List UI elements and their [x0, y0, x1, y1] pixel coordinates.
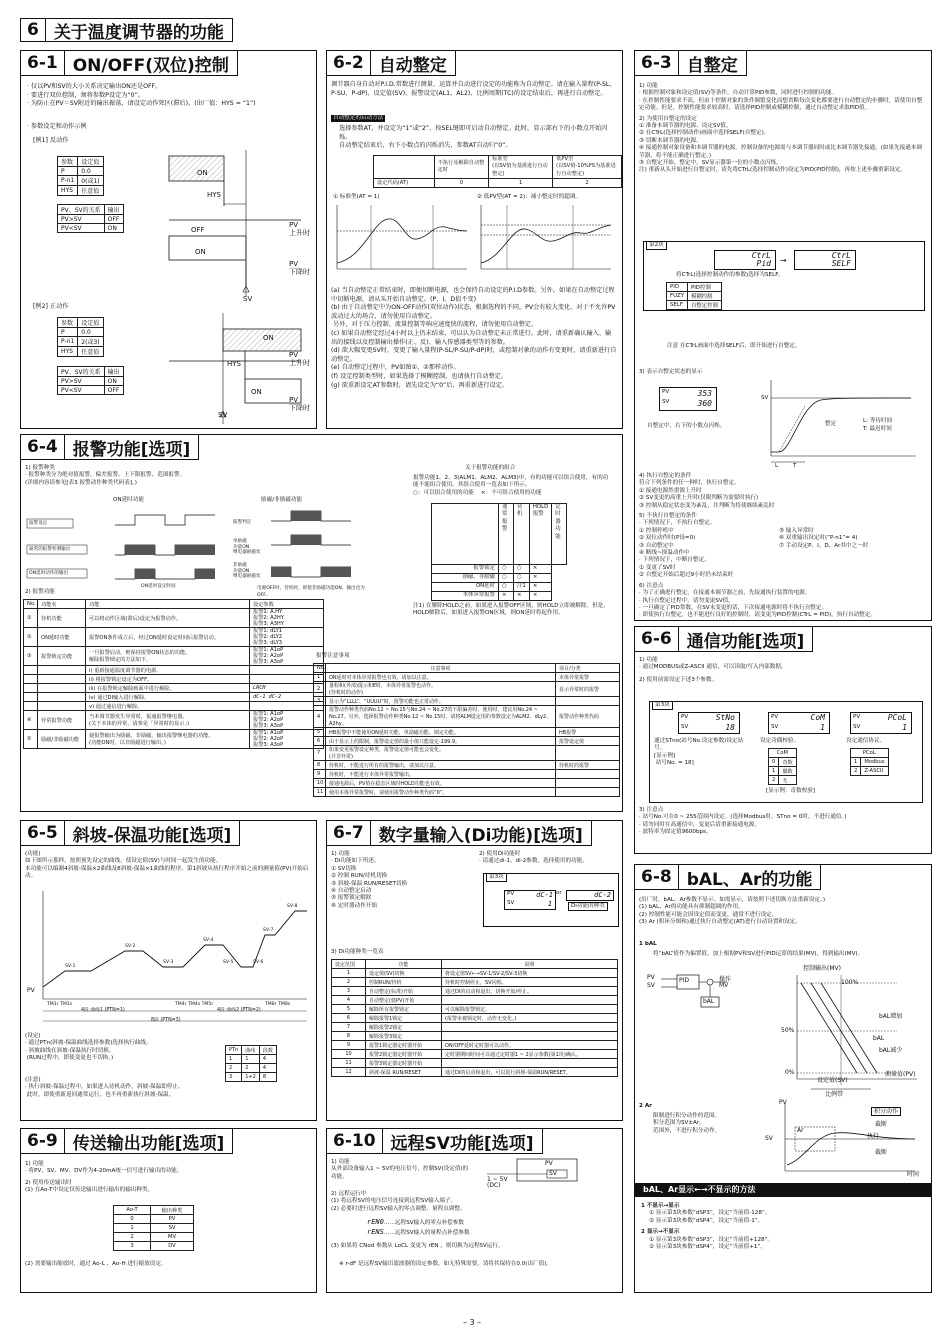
s64-on-delay-title: ON延时功能: [113, 497, 144, 503]
s68-graph-sv: 设定值(SV): [817, 1077, 848, 1084]
s610-input: 1 ~ 5V (DC): [487, 1176, 508, 1189]
s63-ctrl-table: PID PID控制 FUZY 模糊控制 SELF 自整定控制: [666, 282, 722, 310]
s64-label-judge: 报警判定: [233, 520, 252, 525]
s65-intro: (功能) 如下图所示那样，按照预先设定的曲线，使设定值(SV)与时间一起发生的功能。 本功能可以编制4斜坡-保温×2曲线及8斜坡-保温×1曲线的程序。第1斜坡从执行程序开始之前的测量值(PV)开始启动。: [25, 851, 309, 880]
s66-items: 1) 功能 · 通过MODBUS或Z-ASCII 通信，可以读取/写入内部数据。 2) 使用前需设定下述3个参数。: [639, 657, 787, 683]
section-6-9-title: 6-9 传送输出功能[选项]: [20, 1128, 233, 1154]
s69-scale: (2) 需要输出缩放时，通过 Ao-L 、Ao-H 进行缩放设定。: [25, 1261, 167, 1267]
s61-d2-pvup: PV 上升时: [289, 351, 310, 367]
s63-graph-l: L: [775, 463, 779, 469]
page-number: – 3 –: [463, 1318, 482, 1327]
page-title: [20, 18, 233, 42]
s63-graph-l-legend: L: 等待时间: [863, 418, 893, 424]
s65-tm-row3: TM8r TM8s: [265, 1002, 291, 1007]
s61-table1b: PV、SV的关系 输出 PV>SV OFF PV<SV ON: [57, 204, 124, 233]
s61-d1-on2: ON: [195, 248, 206, 256]
s64-func-title: 2) 报警功能: [25, 589, 55, 595]
s69-ao-table: Ao-T 输出种类 0 PV 1 SV 2 MV 3 DV: [113, 1205, 194, 1251]
s610-rens-line: rENS……远程SV输入的量程点补偿参数: [367, 1228, 470, 1236]
s610-rezo-line: rEN0……远程SV输入的零点补偿参数: [367, 1218, 464, 1226]
s68-ar-pv: PV: [779, 1099, 787, 1106]
s65-ptn-table: PTn 曲线 段数 1 1 4 2 2 4 3 1+2 8: [225, 1045, 277, 1082]
s68-ar-time: 时间: [907, 1171, 920, 1178]
s64-func-table: No. 功能名 功能 设定参数 ① 待机功能 可以将动作区域(滞后)设定为报警动作。 报警1: A.HY 报警2: A2HY 报警3: A3HY ② ON延时功能 报警ON条件成立后，经过ON延时设定时间后报警启动。 报警1: dLY1 报警2: dLY2 报警3: dLY3 ③ 报警锁定功能 一旦报警启动，则保持报警ON状态的功能。 解除报警锁定的方法如下。 报警1: A1oP 报警2: A2oP 报警3: A3oP i) 重新接通温度调节器的电源。 ii) 将报警锁定设定为OFF。 iii) 在报警锁定解除画面中进行解除。 LRCH iv) 通过DI输入进行解除。 dC-1 dC-2 v) 通过通信进行解除。 ④ 异常报警功能 当本调节器发生异常时，报通报警继电器。 (关于本体的异常，请参见「异常时的显示」) 报警1: A1oP 报警2: A2oP 报警3: A3oP ⑤ 励磁/非励磁功能 使报警输出为励磁、非励磁，输出报警继电器的功能。 (功能ON时，以非励磁进行输出。) 报警1: A1oP 报警2: A2oP 报警3: A3oP: [23, 599, 324, 749]
s68-toggle-title: bAL、Ar显示←→不显示的方法: [635, 1183, 932, 1197]
s610-sv: SV: [549, 1170, 557, 1177]
s68-graph-bal-up: bAL增加: [879, 1013, 903, 1020]
section-6-10: [326, 1128, 623, 1293]
s67-items: 1) 功能 · Di功能如下所述。 ① SV切换 ② 控制 RUN/待机切换 ③ 斜坡-保温 RUN/RESET切换 ④ 自动整定启动 ⑤ 报警锁定解除 ⑥ 定时器动作开始: [331, 851, 408, 909]
s65-warn-text: (注意) · 执行斜坡-保温过程中，如果进入待机动作，斜坡-保温即停止。 此时，即使重新返回通常运行，也不再重新执行斜坡-保温。: [25, 1077, 184, 1098]
s67-dinote: Di功能的种类: [568, 902, 608, 911]
s68-blk-pv: PV: [647, 974, 655, 981]
section-6-2-title: 6-2 自动整定: [326, 50, 456, 76]
section-6-2: [326, 50, 623, 429]
s62-start-text: 选择参数AT，并设定为“1”或“2”，按SEL键即可启动自动整定。此时，显示部右下的小数点开始闪烁。 自动整定结束后，右下小数点的闪烁消失，参数AT自动归“0”。: [339, 125, 608, 150]
s63-graph-t-legend: T: 最迟时间: [863, 426, 892, 432]
s63-disp-text: 自整定中，右下的小数点闪烁。: [647, 423, 726, 429]
s61-table2b: PV、SV的关系 输出 PV>SV ON PV<SV OFF: [57, 366, 124, 395]
s63-items: 1) 功能 · 根据控制对象和设定值(SV)等条件，自动计算PID参数，同时进行控制的功能。 · 在控制性能要求不高，但由于控制对象的条件频繁变化而想省略每次变化都要进行自动整定的步骤时，请使用自整定功能。但是，控制性能要求较高时，请选择PID控制或模糊控制，通过自动整定求取PID值。 2) 为使用自整定的设定 ① 准备本调节器的电源、设定SV值。 ② 在CTrL(选择控制动作)画面中选择SELF(自整定)。 ③ 切断本调节器的电源。 ④ 接通控制对象设备和本调节器的电源。控制设备的电源需与本调节器同时或比本调节器先接通。(如果先接通本调节器，将不能正确进行整定。) ⑤ 自整定开始。整定中，SV显示器第一位的小数点闪烁。 注) 重新从头开始进行自整定时，请先将CTrL(选择控制动作)设定为PID(PID控制)，再按上述步骤重新设定。: [639, 83, 923, 174]
s63-graph-tuning: 整定: [825, 421, 837, 427]
s61-d2-on2: ON: [251, 388, 262, 396]
s68-graph-0: 0%: [785, 1069, 795, 1076]
s63-display3: PV 353 SV 360: [659, 387, 717, 411]
s68-graph-bal-down: bAL减少: [879, 1047, 903, 1054]
section-6-1: [20, 50, 317, 429]
s64-combo-note: 注1) 在解除HOLD之前，如果进入报警OFF区域，则HOLD立即被解除。但是，HOLD解除后，如果进入报警ON区域，则ON延时将起作用。: [413, 603, 609, 617]
s68-graph-50: 50%: [781, 1027, 795, 1034]
s63-display1: CtrL Pid: [714, 250, 776, 270]
s610-adj: 2) 远程运行中 (1) 将远程SV的电压信号连接到远程SV输入端子。 (2) 必要时进行远程SV输入的零点调整、量程点调整。: [331, 1191, 466, 1212]
s68-ar-sv: SV: [765, 1135, 773, 1142]
s65-curve8: 8段 (PTN=3): [151, 1018, 181, 1023]
s65-tm-row2: TM4r TM4s TM5r: [175, 1002, 214, 1007]
s68-blk-pid: PID: [679, 977, 690, 984]
s64-combo-text: 报警功能1、2、3(ALM1、ALM2、ALM3)中，有的功能可以组合使用，有的功能不能组合使用。其组合使用一览表如下所示。 ○：可以组合使用的功能 ×：不可组合使用的功能: [413, 475, 609, 496]
s68-graph-prop: 比例带: [825, 1091, 844, 1098]
s61-intro: · 仅以PV和SV的大小关系决定输出ON还是OFF。 · 要进行双位控制，须将参数P设定为“0”。 · 为防止在PV＝SV附近的输出振荡，请设定动作死区(滞后)。(出厂值：HYS = “1”): [27, 83, 256, 108]
s69-items: 1) 功能 · 将PV、SV、MV、DV作为4-20mA统一信号进行输出的功能。 2) 使用传送输出时 (1) 在Ao-T中设定仅传送输出进行输出的输出种类。: [25, 1161, 183, 1194]
s64-label-single: 单励磁 功能ON 继电器励磁状: [233, 539, 261, 556]
s61-table1: 参数 设定值 P 0.0 P-n1 0(或1) HYS 任意值: [57, 156, 104, 196]
s63-cond: 4) 执行自整定的条件 符合下列条件的任一种时，执行自整定。 ① 接通电源然重源上升时 ② SV变更的高重上升时(仅限判断为需要时执行) ③ 控制从稳定状态变为紊乱，并判断为将使继续紊乱时 5) 不执行自整定的条件 · 下列情况下，不执行自整定。 ① 控制停机中 ② 双位动作时(P设=0) ③ 自动整定中 ④ 断线~探温动作中 ⑤ 输入异常时 ⑥ 双重输出设定时(“P-n1”= 4) ⑦ 手动设定P、I、D、Ar其中之一时 · 下列情况下，中断自整定。 ① 变更了SV时 ② 自整定开始后超过9小时仍未结束时 6) 注意点 · 为了正确进行整定，在接通本调节器之前，先接通执行装置的电源。 · 执行自整定过程中，请勿变更SV值。 · 一旦确定了PID常数，在SV未变更的话，下次接通电源时将不执行自整定。 · 即使执行自整定，也不能进行良好的控制时，请变更为PID控制(CTrL = PID)，执行自动整定。: [639, 473, 876, 619]
s61-d2-on: ON: [263, 334, 274, 342]
s61-d2-sv: SV: [218, 411, 228, 419]
s66-pcol-table: PCoL 1 Modbus 2 Z-ASCII: [850, 748, 889, 776]
section-6-3: [634, 50, 932, 621]
s64-kind: 1) 报警种类 · 报警种类分为绝对值报警、偏差报警、上下限报警、范围报警。 (详细内容请参见[表3 报警动作种类代码表]。): [25, 465, 186, 486]
s68-ar-graph: [775, 1099, 925, 1179]
section-6-5: 6-5 斜坡-保温功能[选项] (功能) 如下图所示那样，按照预先设定的曲线，使设定值(SV)与时间一起发生的功能。 本功能可以编制4斜坡-保温×2曲线及8斜坡-保温×1曲线的程序。第1斜坡从执行程序开始之前的测量值(PV)开始启动。 PV SV-1 SV-2 SV-3 SV-4 SV-5 SV-6 SV-7 SV-8 TM1r TM1s TM4r TM4s TM5r TM8r TM8s 4段 曲线1 (PTN=1) 4段 曲线2 (PTN=2) 8段 (PTN=3) (设定) · 通过PTn(斜坡-保温曲线选择参数)选择执行曲线。 · 斜坡曲线在斜坡-保温执行时切换。 (RUN过程中，即使变更也不切换。) PTn 曲线 段数 1 1 4 2 2 4 3 1+2 8 (注意) · 执行斜坡-保温过程中，如果进入待机动作，斜坡-保温即停止。 此时，即使重新返回通常运行，也不再重新执行斜坡-保温。: [20, 820, 317, 1121]
s62-notes: (a) 当自动整定正常结束时，即便切断电源，也会保持自动设定的P.I.D参数。另外，如果在自动整定过程中切断电源，请从头开始自动整定。(P、I、D值不变) (b) 由于自动整定中为ON-OFF动作(双位动作)状态，根据选程的不同，PV会有较大变化。对于不允许PV波动过大的场合，请勿使用自动整定。 另外，对于压力控制、流量控制等响应速度快的流程，请勿使用自动整定。 (c) 如果自动整定经过4小时以上仍未结束，可以认为自动整定未正常进行。此时，请重新确认输入、输出的接线以及控制输出操作(正、反)、输入传感器类型等的参数。 (d) 欲大幅变更SV时，变更了输入量程(P-SL/P-SU/P-dP)时，或控制对象的动作有变更时，请重新进行自动整定。 (e) 自动整定过程中，PV如图①、②那样动作。 (f) 设定控制类型时，如果选择了模糊控制，也请执行自动整定。 (g) 欲重新设定AT参数时，请先设定为“0”后，再重新进行设定。: [331, 287, 617, 389]
s68-bal-block: [647, 965, 747, 1013]
section-6-3-title: 6-3 自整定: [634, 50, 747, 76]
s68-ar-head: 2 Ar: [639, 1103, 652, 1109]
s66-com-note: [显示例：奇数校验]: [766, 788, 816, 794]
s66-desc-pcol: 设定通信协议。: [846, 738, 886, 744]
s67-list-table: 设定范围 功能 说明 1 设定值(SV)切换 将设定值SV←→SV-1/SV-2/SV-3切换 2 控制RUN/待机 待机时控制停止，SV闪烁。 3 自动整定(标准)开始 通过DI的启动和退出，切换开始/停止。 4 自动整定(低PV)开始 5 解除所有报警锁定 可以解除报警锁定。 6 解除报警1锁定 (报警未被锁定时，动作无变化。) 7 解除报警2锁定 8 解除报警3锁定 9 报警1锁定器定时器开始 ON/OFF延时定时器可以动作。 10 报警2锁定器定时器开始 定时器期间时间可以通过定时器1 ~ 2显示参数(第1块)确认。 11 报警3锁定器定时器开始 12 斜坡-保温 RUN/RESET 通过DI的启动和退出，可以进行斜坡-保温RUN/RESET。: [331, 959, 618, 1077]
s61-d2-hys: HYS: [227, 360, 241, 368]
s61-d1-off: OFF: [191, 226, 205, 234]
s64-notes-table: No. 注意事项 项目/分类 1 ON延时对本体异常报警也有效，请加以注意。 本体异常报警 2 量程和(外部)提示和E时，本体异常报警也动作。 (待机时的动作) 显示异常时的报警 3 显示为“LLLL”、“UUUU”时，报警功能也正常动作。 4 报警动作种类代码No.12 ~ No.15与No.24 ~ No.27的下限偏差时，使用时，建议用No.24 ~ No.27。另外，选择报警动作种类No.12 ~ No.15时，请将ALM设定用的参数设定为ALM2、dLy2、A2hy。 报警动作种类代码 5 HB报警中不能使用ON延时功能、单励磁功能、锁定功能。 HB报警 6 由于显示上的限制，报警设定值的最小值只能设定-199.9。 报警设定值 7 如果变更报警设定种类，报警设定值可能也会变化。 (并非异常) 8 待机时，不能进行所有的报警输出，请加以注意。 待机时的报警 9 待机时，不能进行本体异常报警输出。 10 接通电源后，PV值在稳态区域时HOLD功能也有效。 11 使用本体异常报警时，请使用报警动作种类代码“0”。: [313, 663, 620, 797]
s67-list-title: 3) Di功能种类一览表: [331, 949, 384, 955]
s68-ar-exec: 执行: [867, 1133, 880, 1140]
s61-d1-hys: HYS: [207, 191, 221, 199]
s66-disp-stno: PV StNo SV 18: [678, 712, 740, 734]
s68-blk-bal: bAL: [703, 998, 715, 1005]
page-title-text: 关于温度调节器的功能: [53, 22, 224, 43]
s66-desc-com: 设定奇偶校验。: [760, 738, 800, 744]
s64-notes-title: 报警注意事项: [316, 653, 350, 659]
s68-graph-100: 100%: [841, 979, 859, 986]
s68-ar-cut: 截断: [875, 1121, 888, 1128]
s610-run: (3) 如果将 CNod 参数从 LoCL 变更为 rEN ，则切换为远程SV运行。: [331, 1243, 504, 1249]
s62-std-label: ① 标准型(AT = 1): [333, 194, 380, 200]
s66-box: 第3块 PV StNo SV 18 PV CoM SV 1 PV PCoL SV 1 通过STno(站号No.设定参数)设定站号。 [显示例] 站号No. = 18] 设定奇偶校验。 设定通信协议。 CoM 0 奇数 1 偶数 2 无 [显示例：奇数校验] PCoL 1 Modbus 2 Z-ASCII: [649, 701, 923, 803]
s68-ar-text: 限制进行积分动作的范围。 积分范围为SV±Ar。 范围外，不进行积分动作。: [653, 1113, 721, 1134]
s65-curve2: 4段 曲线2 (PTN=2): [217, 1008, 261, 1013]
section-6-7-title: 6-7 数字量输入(Di功能)[选项]: [326, 820, 592, 846]
s64-combo-table: 通常报警 待机 HOLD报警 定时器功能 报警锁定 ○ ○ × 励磁、非励磁 ○ ○ × ON延时 ○ 注1 × 本体异常报警 × × ×: [431, 503, 567, 601]
s610-pv: PV: [545, 1160, 553, 1167]
s63-ctrl-box: 第2块 CtrL Pid → CtrL SELF 将CTrL(选择控制动作的参数)选择为SELF。 PID PID控制 FUZY 模糊控制 SELF 自整定控制: [643, 241, 925, 311]
section-6-6-title: 6-6 通信功能[选项]: [634, 626, 813, 652]
section-6-7: [326, 820, 623, 1121]
s66-disp-com: PV CoM SV 1: [768, 712, 830, 734]
s68-ar-ar: Ar: [797, 1127, 804, 1134]
s61-d1-sv: SV: [243, 295, 253, 303]
s68-graph-ctrl-out: 控制输出(MV): [803, 965, 841, 972]
s64-label-non: 非励磁 功能ON 继电器励磁状: [233, 563, 261, 580]
s68-toggle: 1 不显示→显示 ① 显示第3块参数“dSP3”，设定“当前值-128”。 ② 显示第3块参数“dSP4”，设定“当前值-1”。 2 显示→不显示 ① 显示第3块参数“dSP3”，设定“当前值+128”。 ② 显示第3块参数“dSP4”，设定“当前值+1”。: [641, 1203, 774, 1251]
s64-combo-title: 关于报警功能的组合: [465, 465, 516, 471]
s62-low-label: ② 低PV型(AT = 2)：减小整定时的超调。: [477, 194, 582, 200]
page-title-number: 6: [21, 19, 46, 41]
s65-tm-row1: TM1r TM1s: [47, 1002, 73, 1007]
s68-graph-bal: bAL: [873, 1035, 885, 1042]
s62-low-graph: [477, 203, 615, 273]
section-6-5-title: 6-5 斜坡-保温功能[选项]: [20, 820, 240, 846]
s61-d1-pvup: PV 上升时: [289, 221, 310, 237]
s67-select: 2) 使用Di功能时 · 请通过di-1、di-2参数，选择使用的功能。: [479, 851, 588, 865]
s66-notes: 3) 注意点 · 站号No.可在0 ~ 255范围内设定。(选择Modbus时，STno = 0时，不进行通信。) · 请勿同时在高通信中，变更后请重新接通电源。 · 波特率为固定值9600bps。: [639, 807, 847, 836]
s63-graph-sv: SV: [761, 395, 769, 401]
s65-pv: PV: [27, 987, 35, 994]
s63-graph-t: T: [793, 463, 797, 469]
s64-label-normal-out: 通常的报警检测输出: [29, 547, 71, 552]
s64-label-alarm-set: 报警设定: [29, 521, 48, 526]
s68-blk-sv: SV: [647, 982, 655, 989]
s64-exc-title: 励磁/非励磁功能: [261, 497, 303, 503]
s66-desc-stno: 通过STno(站号No.设定参数)设定站号。 [显示例] 站号No. = 18]: [654, 738, 744, 767]
section-6-9: [20, 1128, 317, 1293]
section-6-8: [634, 864, 932, 1293]
s61-table2: 参数 设定值 P 0.0 P-n1 2(或3) HYS 任意值: [57, 317, 104, 357]
s61-example1: [例1] 反动作: [33, 137, 69, 144]
section-6-1-title: 6-1 ON/OFF(双位)控制: [20, 50, 238, 76]
s61-d1-on: ON: [197, 169, 208, 177]
section-6-6: [634, 626, 932, 854]
s63-ctrl-note2: 注意 在CTrL画面中选择SELF后，即开始进行自整定。: [667, 343, 801, 349]
s68-blk-mv: 操作 MV: [719, 976, 732, 989]
s68-graph-meas: 测量值(PV): [885, 1071, 916, 1078]
s66-disp-pcol: PV PCoL SV 1: [850, 712, 912, 734]
s64-label-delay-time: ON延时设定时间: [141, 584, 176, 589]
s63-display2: CtrL SELF: [794, 250, 856, 270]
s68-ar-int: 积分动作: [871, 1107, 901, 1116]
s65-curve1: 4段 曲线1 (PTN=1): [81, 1008, 125, 1013]
s68-intro: (出厂时，bAL、Ar参数不显示。如需显示，请按照下述切换方法重新设定。) (1) bAL、Ar的功能具有抑制超调的作用。 (2) 控制性能可能会因设定值而变更，通常不进行设定。 (3) Ar (积环分图和)通过执行自动整定(AT)进行自动设置和设定。: [639, 897, 825, 926]
s61-d2-pvdown: PV 下降时: [289, 396, 310, 412]
s61-d1-pvdown: PV 下降时: [289, 260, 310, 276]
section-6-8-title: 6-8 bAL、Ar的功能: [634, 864, 821, 890]
s61-example2: [例2] 正动作: [33, 303, 69, 310]
s61-params-title: · 参数设定和动作示例: [27, 123, 87, 130]
section-6-4: [20, 434, 623, 812]
s63-tuning-graph: [761, 376, 931, 471]
s62-at-table: 不执行及解除自动整定时 标准型 (以SV值为基准进行自动整定) 低PV型 (以SV值-10%FS为基准进行自动整定) 设定代码(AT) 0 1 2: [373, 155, 622, 188]
section-6-4-title: 6-4 报警功能[选项]: [20, 434, 199, 460]
s64-label-power-off: 电源OFF时、待机时，即使非励磁功能ON，输出也为OFF。: [257, 586, 365, 599]
s63-ctrl-note: 将CTrL(选择控制动作的参数)选择为SELF。: [676, 272, 785, 278]
s63-disp-title: 3) 表示自整定状态的显示: [639, 369, 703, 375]
s62-std-graph: [333, 203, 471, 273]
s64-label-delay-out: ON延时动作的输出: [29, 571, 69, 576]
s68-bal-head: 1 bAL: [639, 941, 657, 947]
s66-com-table: CoM 0 奇数 1 偶数 2 无: [768, 748, 797, 785]
s62-start-label: 自动整定的启动方法: [333, 115, 384, 121]
s610-items: 1) 功能 从外部设备输入1 ~ 5V的电压信号，控制SV(设定值)的功能。: [331, 1159, 469, 1180]
s68-ar-cut2: 截断: [875, 1149, 888, 1156]
s67-box: 第3块 PV dC-1 SV 1 or dC-2 Di功能的种类: [483, 873, 619, 927]
s62-intro: 调节器自身自动对P.I.D.常数进行测量、运算并自动进行设定的功能称为自动整定。请在输入量程(P-SL、P-SU、P-dP)、设定值(SV)、报警设定(AL1、AL2)、比例周期(TC)的设定结束后，再进行自动整定。: [331, 81, 616, 97]
s68-bal-text: 将“bAL”值作为偏置值，加上根据PV和SV进行PID运算的结果(MV)，得到输出(MV)。: [653, 951, 864, 957]
s65-set-text: (设定) · 通过PTn(斜坡-保温曲线选择参数)选择执行曲线。 · 斜坡曲线在斜坡-保温执行时切换。 (RUN过程中，即使变更也不切换。): [25, 1033, 152, 1062]
section-6-10-title: 6-10 远程SV功能[选项]: [326, 1128, 543, 1154]
s610-note: ※ r-dF 是远程SV输出滤波器的设定参数。如无特殊需要，请将其保持在0.0(出厂值)。: [339, 1261, 553, 1267]
